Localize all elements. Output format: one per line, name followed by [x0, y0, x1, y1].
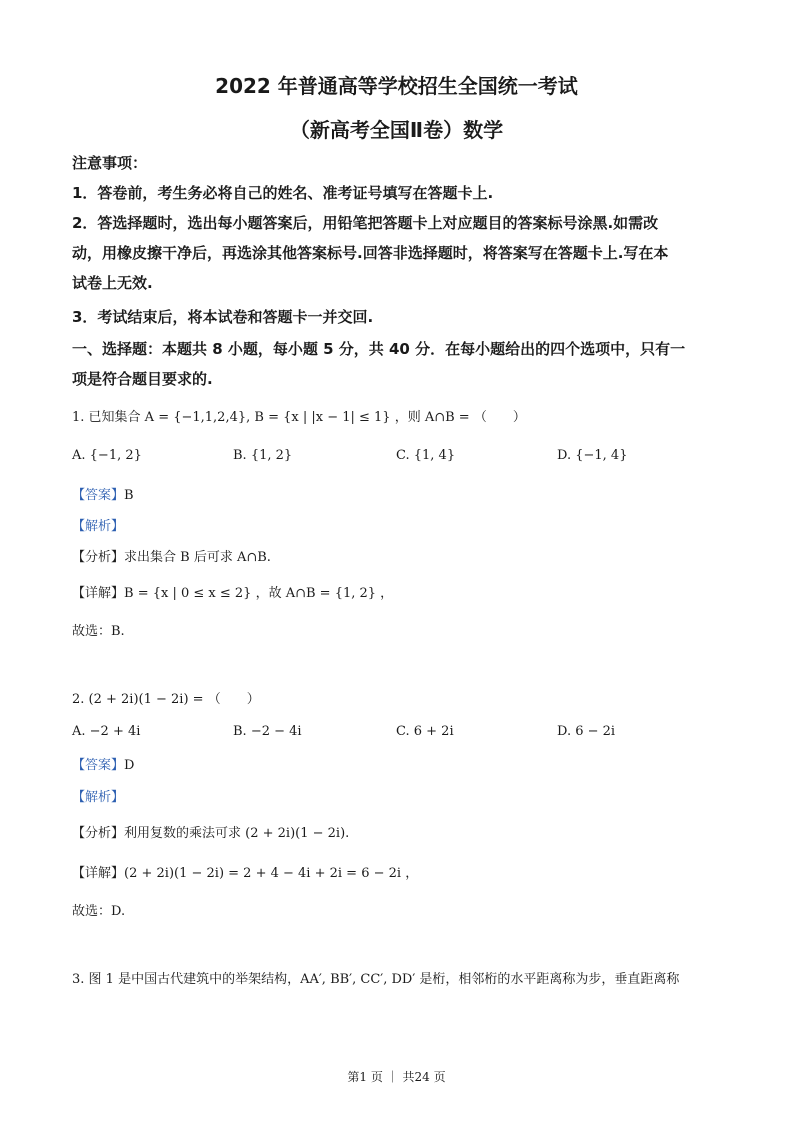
- question-2-option-a: A. −2 + 4i: [72, 724, 141, 739]
- detail-label: 【详解】: [72, 866, 125, 881]
- section-heading-line-2: 项是符合题目要求的.: [72, 370, 213, 388]
- question-3-stem: 3. 图 1 是中国古代建筑中的举架结构，AA′, BB′, CC′, DD′ 是桁，相邻桁的水平距离称为步，垂直距离称: [72, 972, 680, 987]
- notice-item-1: 1．答卷前，考生务必将自己的姓名、准考证号填写在答题卡上.: [72, 184, 494, 202]
- question-2-detail-row: [72, 862, 418, 881]
- question-1-option-b: B. {1, 2}: [233, 448, 293, 463]
- document-subtitle: （新高考全国Ⅱ卷）数学: [289, 118, 504, 142]
- question-2-stem: 2. (2 + 2i)(1 − 2i) = （ ）: [72, 692, 260, 707]
- notice-item-2-line-2: 动，用橡皮擦干净后，再选涂其他答案标号.回答非选择题时，将答案写在答题卡上.写在本: [72, 244, 669, 262]
- question-1-answer-row: [72, 484, 134, 503]
- question-2-option-d: D. 6 − 2i: [557, 724, 616, 739]
- question-1-option-c: C. {1, 4}: [396, 448, 456, 463]
- question-1-answer: B: [124, 488, 134, 503]
- question-2-choice: 故选：D.: [72, 904, 126, 919]
- page-number: 第1 页 ｜ 共24 页: [347, 1070, 446, 1084]
- question-1-analysis-label: 【解析】: [72, 519, 125, 534]
- question-1-fenxi: 求出集合 B 后可求 A∩B.: [124, 550, 271, 565]
- question-1-option-a: A. {−1, 2}: [72, 448, 142, 463]
- notice-heading: 注意事项：: [72, 154, 148, 172]
- section-heading-line-1: 一、选择题：本题共 8 小题，每小题 5 分，共 40 分．在每小题给出的四个选项中，只有一: [72, 340, 686, 358]
- notice-item-2-line-1: 2．答选择题时，选出每小题答案后，用铅笔把答题卡上对应题目的答案标号涂黑.如需改: [72, 214, 659, 232]
- document-title: 2022 年普通高等学校招生全国统一考试: [215, 74, 578, 98]
- question-2-answer: D: [124, 758, 135, 773]
- notice-item-3: 3．考试结束后，将本试卷和答题卡一并交回.: [72, 308, 374, 326]
- question-2-analysis-label: 【解析】: [72, 790, 125, 805]
- answer-label: 【答案】: [72, 758, 125, 773]
- question-1-fenxi-row: [72, 546, 271, 565]
- question-2-fenxi: 利用复数的乘法可求 (2 + 2i)(1 − 2i).: [124, 826, 350, 841]
- question-1-stem: 1. 已知集合 A = {−1,1,2,4}, B = {x | |x − 1| ≤ 1} ，则 A∩B = （ ）: [72, 410, 526, 425]
- question-1-detail: B = {x | 0 ≤ x ≤ 2} ，故 A∩B = {1, 2} ，: [124, 586, 394, 601]
- detail-label: 【详解】: [72, 586, 125, 601]
- fenxi-label: 【分析】: [72, 826, 125, 841]
- question-2-answer-row: [72, 754, 134, 773]
- question-1-option-d: D. {−1, 4}: [557, 448, 628, 463]
- question-2-fenxi-row: [72, 822, 349, 841]
- question-2-option-b: B. −2 − 4i: [233, 724, 302, 739]
- answer-label: 【答案】: [72, 488, 125, 503]
- question-1-detail-row: [72, 582, 393, 601]
- notice-item-2-line-3: 试卷上无效.: [72, 274, 153, 292]
- fenxi-label: 【分析】: [72, 550, 125, 565]
- question-2-detail: (2 + 2i)(1 − 2i) = 2 + 4 − 4i + 2i = 6 − 2i ，: [124, 866, 419, 881]
- question-1-choice: 故选：B.: [72, 624, 125, 639]
- question-2-option-c: C. 6 + 2i: [396, 724, 454, 739]
